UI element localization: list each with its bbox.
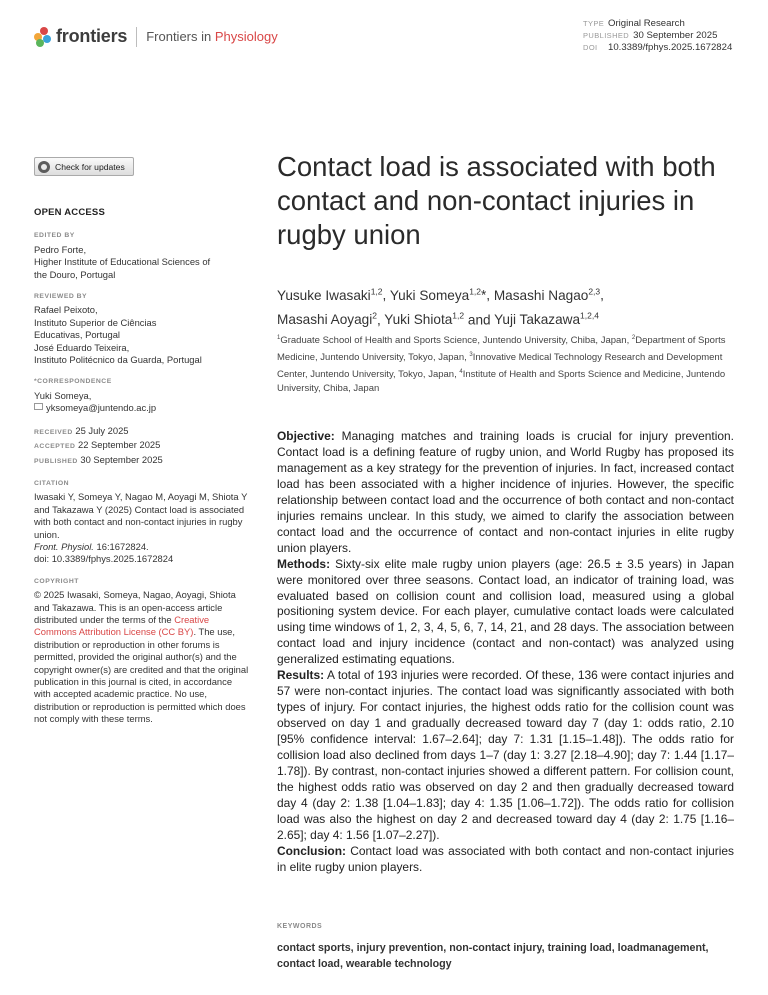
- frontiers-logo-icon: [34, 27, 52, 47]
- author[interactable]: Yuki Shiota$^{1,2}$: [384, 310, 465, 328]
- brand-name: frontiers: [56, 26, 128, 46]
- citation-doi: doi: 10.3389/fphys.2025.1672824: [34, 553, 174, 565]
- reviewed-by-section: REVIEWED BY Rafael Peixoto, Instituto Superior de Ciências Educativas, Portugal José Eduardo Teixeira, Instituto Politécnico da Guarda, Portugal: [34, 293, 202, 366]
- author[interactable]: Yuki Someya$^{1,2}$: [389, 286, 482, 303]
- keywords-label: KEYWORDS: [277, 923, 323, 930]
- abstract-methods: Methods: Sixty-six elite male rugby union players (age: 26.5 ± 3.5 years) in Japan were monitored over three seasons. Contact load, an indicator of training load, was evaluated based on collision count and collision load, measured using a global positioning system device. For each player, cumulative contact loads were calculated using time windows of 1, 2, 3, 4, 5, 6, 7, 14, 21, and 28 days. The association between contact load and injury incidence (contact and non-contact) was analyzed using generalized estimating equations.: [277, 556, 734, 667]
- affiliations: $^1$Graduate School of Health and Sports Science, Juntendo University, Chiba, Japan, $^2$Department of Sports Medicine, Juntendo University, Tokyo, Japan, $^3$Innovative Medical Technology Research and Development Center, Juntendo University, Tokyo, Japan, $^4$Institute of Health and Sports Science and Medicine, Juntendo University, Chiba, Japan: [277, 335, 726, 395]
- mail-icon: [34, 403, 43, 410]
- keywords: contact sports, injury prevention, non-contact injury, training load, loadmanagement, contact load, wearable technology: [277, 942, 709, 970]
- dates-section: RECEIVED 25 July 2025 ACCEPTED 22 September 2025 PUBLISHED 30 September 2025: [34, 424, 163, 465]
- author-list: Yusuke Iwasaki$^{1,2}$, Yuki Someya$^{1,2}$*, Masashi Nagao$^{2,3}$, Masashi Aoyagi$^2$, Yuki Shiota$^{1,2}$ and Yuji Takazawa$^{1,2,4}$: [277, 286, 604, 328]
- logo-divider: [136, 27, 137, 47]
- correspondence-email[interactable]: yksomeya@juntendo.ac.jp: [46, 402, 157, 414]
- abstract-conclusion: Conclusion: Contact load was associated with both contact and non-contact injuries in elite rugby union players.: [277, 843, 734, 874]
- sidebar: [34, 207, 249, 736]
- cc-by-license-link[interactable]: Creative Commons Attribution License (CC BY): [34, 613, 210, 638]
- correspondence-section: *CORRESPONDENCE Yuki Someya, yksomeya@juntendo.ac.jp: [34, 378, 157, 414]
- citation-section: CITATION Iwasaki Y, Someya Y, Nagao M, Aoyagi M, Shiota Y and Takazawa Y (2025) Contact load is associated with both contact and non-contact injuries in rugby union. Front. Physiol. 16:1672824. doi: 10.3389/fphys.2025.1672824: [34, 479, 248, 565]
- doi: 10.3389/fphys.2025.1672824: [608, 42, 733, 54]
- abstract: [277, 429, 734, 876]
- article-meta: TYPE Original Research PUBLISHED 30 September 2025 DOI 10.3389/fphys.2025.1672824: [583, 18, 733, 54]
- frontiers-logo[interactable]: [34, 26, 278, 47]
- copyright-section: COPYRIGHT © 2025 Iwasaki, Someya, Nagao, Aoyagi, Shiota and Takazawa. This is an open-access article distributed under the terms of the Creative Commons Attribution License (CC BY). The use, distribution or reproduction in other forums is permitted, provided the original author(s) and the copyright owner(s) are credited and that the original publication in this journal is cited, in accordance with accepted academic practice. No use, distribution or reproduction is permitted which does not comply with these terms.: [34, 577, 249, 725]
- check-updates-icon: [38, 161, 50, 173]
- author[interactable]: Masashi Nagao$^{2,3}$: [493, 286, 601, 303]
- article-type: Original Research: [608, 18, 685, 29]
- open-access-label: OPEN ACCESS: [34, 207, 106, 218]
- check-for-updates-button[interactable]: Check for updates: [34, 157, 134, 176]
- author[interactable]: Yuji Takazawa$^{1,2,4}$: [494, 310, 599, 328]
- edited-by-section: EDITED BY Pedro Forte, Higher Institute of Educational Sciences of the Douro, Portugal: [34, 232, 211, 280]
- abstract-objective: Objective: Managing matches and training loads is crucial for injury prevention. Contact load is a defining feature of rugby union, and World Rugby has proposed its management as a key strategy for the prevention of injuries. In fact, increased contact load has been associated with a higher incidence of injuries. However, the specific relationship between contact load and the occurrence of both contact and non-contact injuries remains unclear. In this study, we aimed to clarify the association between contact load and the occurrence of contact and non-contact injuries in elite rugby union players.: [277, 429, 734, 555]
- article-title: Contact load is associated with both contact and non-contact injuries in rugby union: [277, 151, 716, 250]
- published-date: 30 September 2025: [633, 30, 718, 42]
- journal-name: Frontiers in Physiology: [146, 29, 278, 44]
- abstract-results: Results: A total of 193 injuries were recorded. Of these, 136 were contact injuries and 57 were non-contact injuries. The contact load was significantly associated with both types of injury. For contact injuries, the highest odds ratio for the collision count was observed on day 1 and gradually decreased toward day 7 (day 1: odds ratio, 2.10 [95% confidence interval: 1.67–2.64]; day 7: 1.31 [1.15–1.48]). The odds ratio for collision load also declined from days 1–7 (day 1: 3.27 [2.18–4.90]; day 7: 1.44 [1.17–1.78]). By contrast, non-contact injuries showed a different pattern. For collision count, the highest odds ratio was observed on day 2 and then gradually decreased toward day 4 (day 2: 1.38 [1.04–1.83]; day 4: 1.35 [1.06–1.72]). The odds ratio for collision load was also the highest on day 2 and decreased toward day 4 (day 2: 1.75 [1.16–2.65]; day 4: 1.56 [1.07–2.27]).: [277, 668, 734, 842]
- author[interactable]: Masashi Aoyagi$^2$: [277, 310, 377, 328]
- author[interactable]: Yusuke Iwasaki$^{1,2}$: [277, 286, 383, 303]
